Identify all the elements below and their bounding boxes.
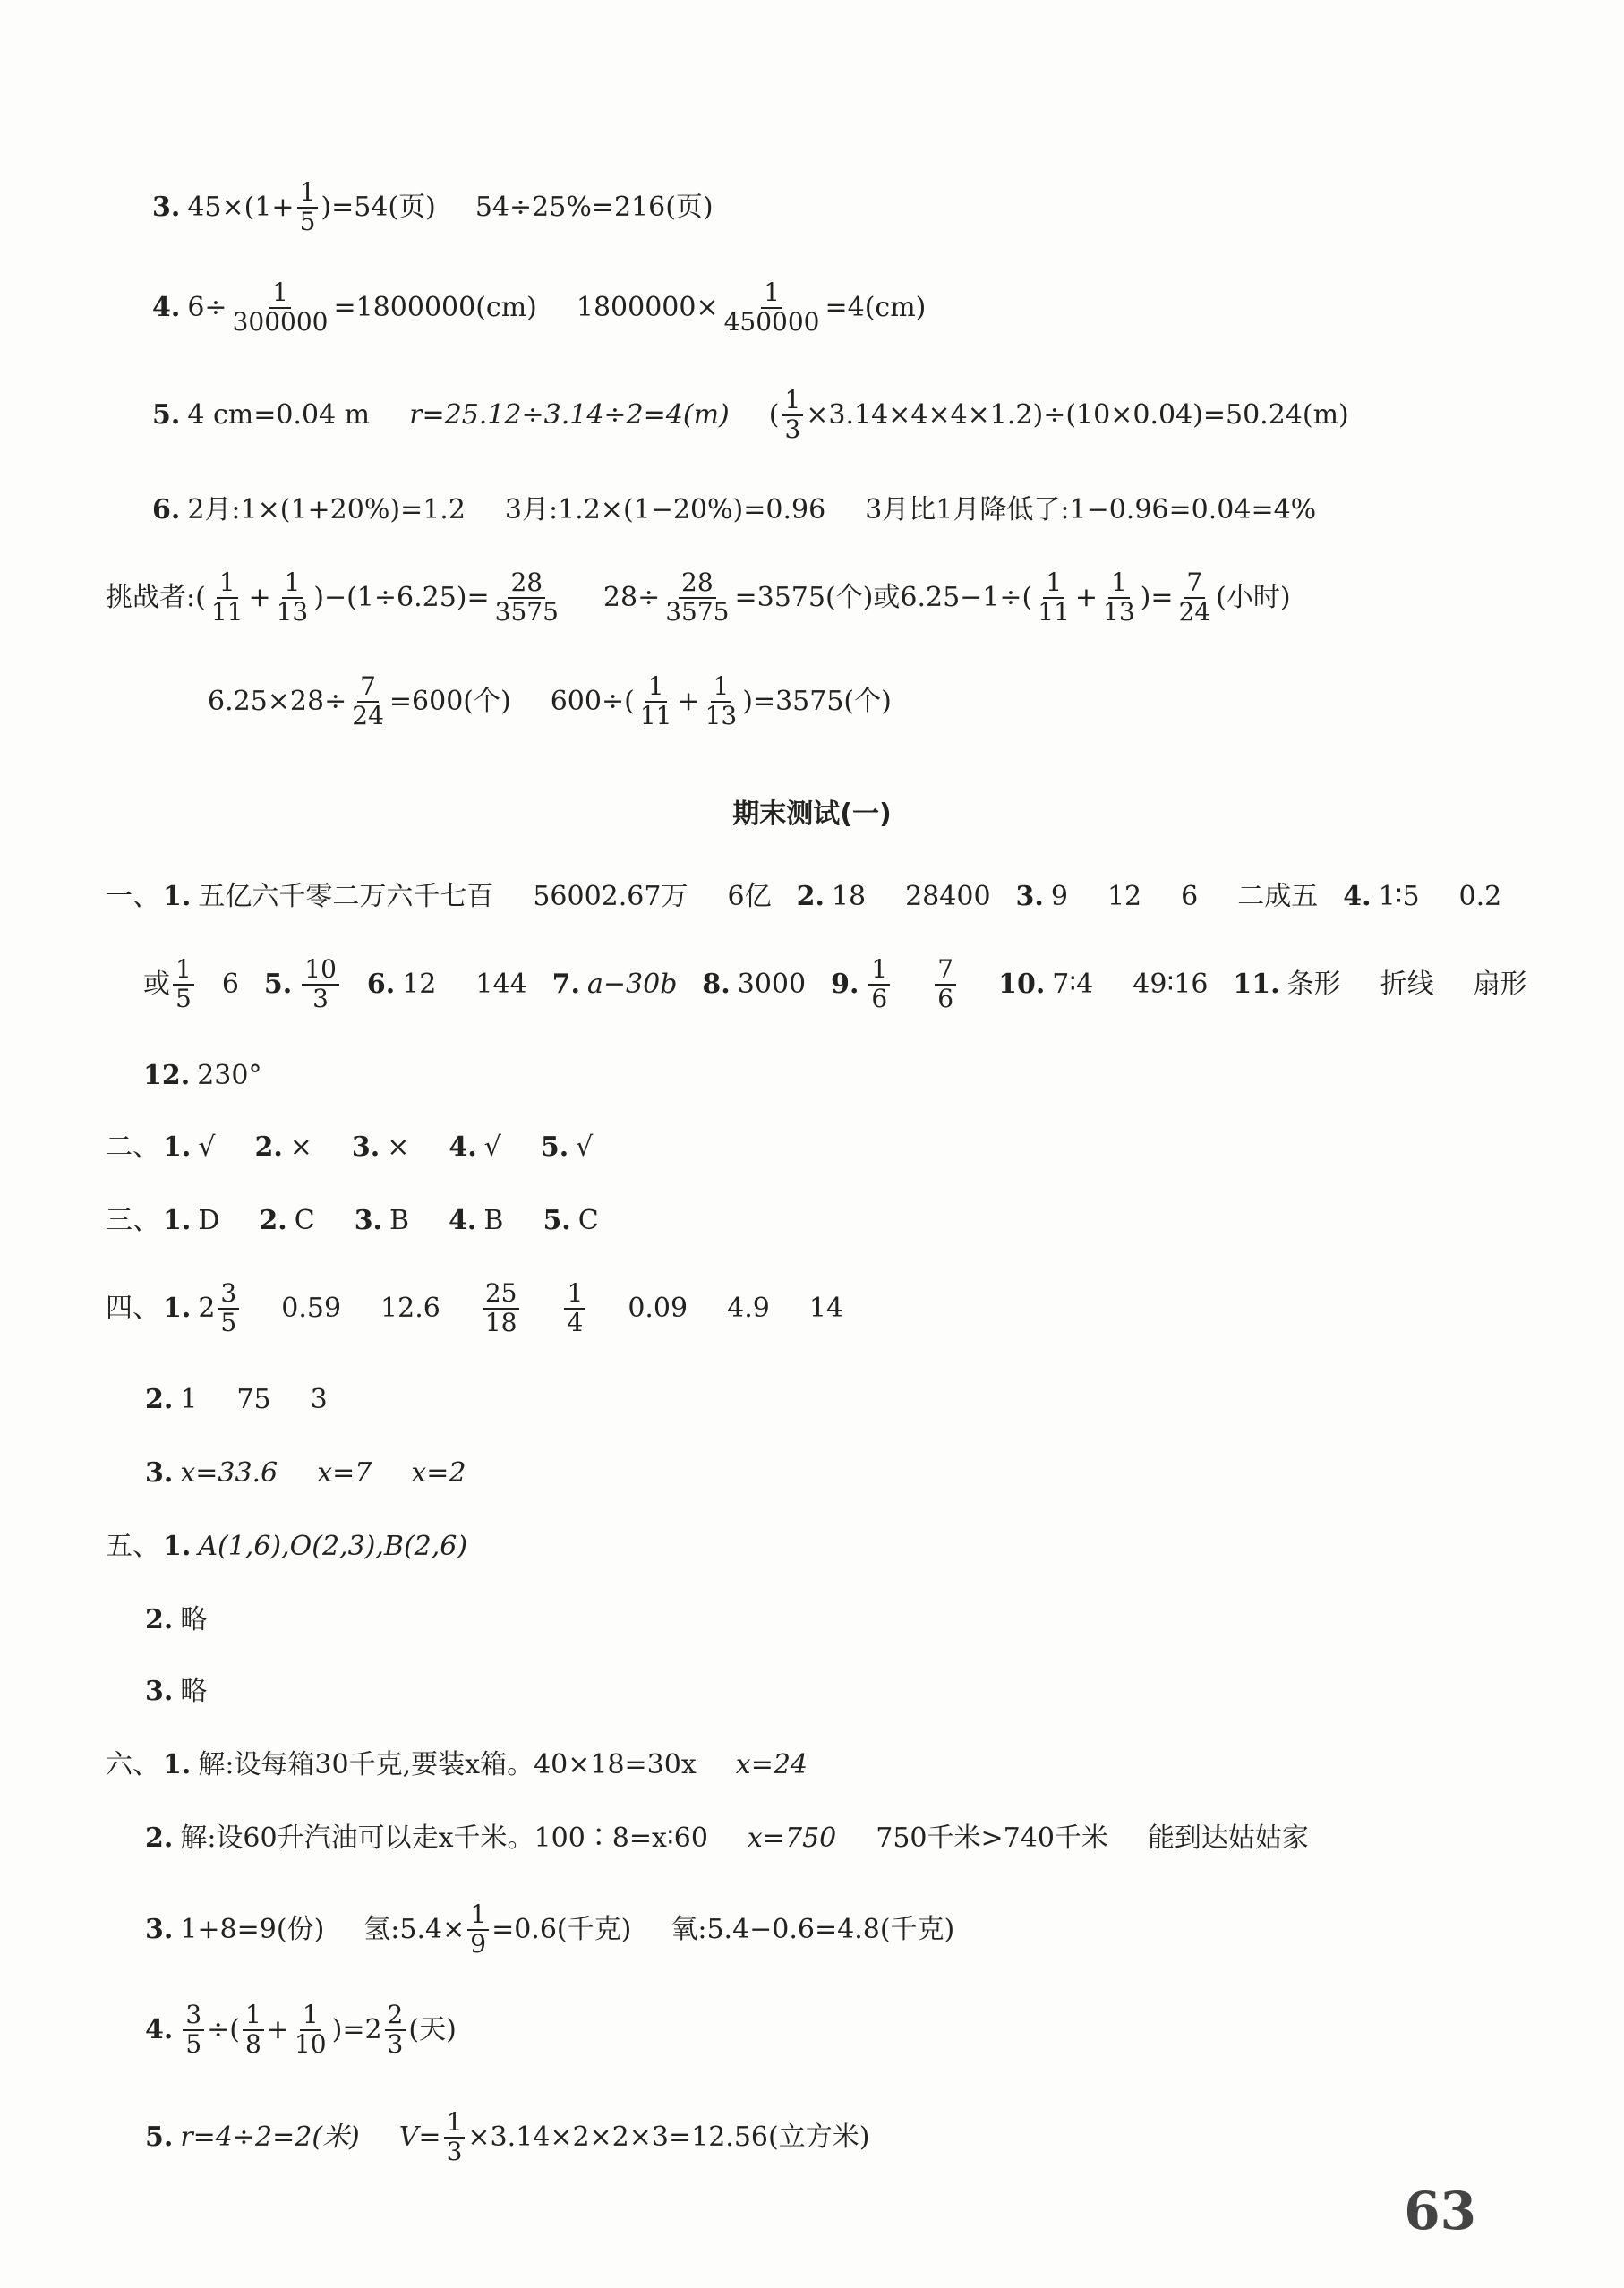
answer-item-value: √ [198,1131,216,1163]
fraction: $\frac{2}{3}$ [385,2002,406,2059]
answer-item-number: 4. [449,1131,477,1163]
answer-item-number: 1. [163,1131,192,1163]
part6-row1: 六、 1. 解:设每箱30千克,要装x箱。40×18=30x x=24 [106,1749,808,1780]
answer-item-number: 5. [543,1205,571,1236]
fraction: $\frac{1}{6}$ [868,956,890,1013]
fraction: $\frac{1}{3}$ [444,2109,466,2166]
fraction: $\frac{1}{5}$ [297,179,319,236]
fraction: $\frac{1}{5}$ [173,956,194,1013]
fraction: $\frac{1}{300000}$ [232,277,329,337]
part6-row3: 3. 1+8=9(份) 氢:5.4× $\frac{1}{9}$ =0.6(千克) 氧:5.4−0.6=4.8(千克) [145,1900,955,1959]
fraction: $\frac{3}{5}$ [183,2002,204,2059]
answer-item-value: × [387,1131,410,1163]
part5-row1: 五、 1. A(1,6),O(2,3),B(2,6) [106,1531,468,1562]
section-title: 期末测试(一) [732,798,892,830]
answer-item-value: C [294,1205,315,1236]
answer-item-value: × [289,1131,312,1163]
fraction: $\frac{1}{13}$ [1103,568,1135,627]
fraction: $\frac{28}{3575}$ [494,568,559,627]
answer-item-number: 1. [163,1205,192,1236]
fraction: $\frac{7}{6}$ [935,956,956,1013]
fraction: $\frac{25}{18}$ [483,1280,520,1337]
fraction: $\frac{10}{3}$ [302,956,339,1013]
part5-row2: 2. 略 [145,1604,208,1635]
part6-row4: 4. $\frac{3}{5}$ ÷( $\frac{1}{8}$ + $\frac{1}{10}$ )=2 $\frac{2}{3}$ (天) [145,2000,457,2059]
fraction: $\frac{1}{8}$ [243,2002,264,2059]
part1-row2: 或 $\frac{1}{5}$ 6 5. $\frac{10}{3}$ 6. 12 144 7. a−30b 8. 3000 9. $\frac{1}{6}$ $\frac{7}{6}$ 10. 7∶4 49∶16 11. 条形 折线 扇形 [143,954,1527,1013]
part4-row3: 3. x=33.6 x=7 x=2 [145,1457,466,1489]
part3-row: 三、 1. D 2. C 3. B 4. B 5. C [106,1205,599,1236]
challenge-line-2: 6.25×28÷ $\frac{7}{24}$ =600(个) 600÷( $\frac{1}{11}$ + $\frac{1}{13}$ )=3575(个) [208,671,892,730]
part1-row3: 12. 230° [143,1060,262,1091]
part5-row3: 3. 略 [145,1676,208,1707]
answer-line-4: 4. 6÷ $\frac{1}{300000}$ =1800000(cm) 1800000× $\frac{1}{450000}$ =4(cm) [152,277,927,337]
part6-row5: 5. r=4÷2=2(米) V= $\frac{1}{3}$ ×3.14×2×2×3=12.56(立方米) [145,2107,870,2166]
fraction: $\frac{1}{4}$ [564,1280,585,1337]
fraction: $\frac{1}{9}$ [467,1901,489,1959]
answer-item-number: 4. [449,1205,477,1236]
answer-line-3: 3. 45×(1+ $\frac{1}{5}$ )=54(页) 54÷25%=216(页) [152,177,714,236]
answer-item-number: 5. [540,1131,569,1163]
answer-item-number: 2. [259,1205,287,1236]
answer-item-value: C [577,1205,599,1236]
fraction: $\frac{7}{24}$ [352,671,384,730]
part2-row: 二、 1. √ 2. × 3. × 4. √ 5. √ [106,1131,594,1163]
answer-item-value: B [389,1205,410,1236]
mixed-number: 2 $\frac{3}{5}$ [198,1280,242,1337]
answer-item-value: √ [483,1131,501,1163]
fraction: $\frac{1}{11}$ [1038,568,1070,627]
challenge-line: 挑战者:( $\frac{1}{11}$ + $\frac{1}{13}$ )−(1÷6.25)= $\frac{28}{3575}$ 28÷ $\frac{28}{3575}$ =3575(个)或6.25−1÷( $\frac{1}{11}$ + $\frac{1}{13}$ )= $\frac{7}{24}$ (小时) [106,568,1291,627]
fraction: $\frac{1}{11}$ [639,671,672,730]
fraction: $\frac{1}{13}$ [276,568,309,627]
answer-line-6: 6. 2月:1×(1+20%)=1.2 3月:1.2×(1−20%)=0.96 3月比1月降低了:1−0.96=0.04=4% [152,494,1317,525]
answer-item-value: D [198,1205,220,1236]
answer-item-number: 3. [354,1205,383,1236]
fraction: $\frac{1}{3}$ [782,387,803,444]
fraction: $\frac{1}{11}$ [210,568,244,627]
answer-line-5: 5. 4 cm=0.04 m r=25.12÷3.14÷2=4(m) ( $\frac{1}{3}$ ×3.14×4×4×1.2)÷(10×0.04)=50.24(m) [152,385,1349,444]
answer-item-value: √ [576,1131,594,1163]
answer-item-value: B [483,1205,504,1236]
part6-row2: 2. 解:设60升汽油可以走x千米。100∶8=x∶60 x=750 750千米>740千米 能到达姑姑家 [145,1823,1309,1854]
part4-row2: 2. 1 75 3 [145,1384,328,1415]
fraction: $\frac{1}{10}$ [294,2000,327,2059]
fraction: $\frac{1}{450000}$ [723,277,820,337]
answer-item-number: 3. [351,1131,380,1163]
fraction: $\frac{7}{24}$ [1178,568,1211,627]
answer-item-number: 2. [254,1131,283,1163]
fraction: $\frac{28}{3575}$ [665,568,730,627]
part1-row1: 一、 1. 五亿六千零二万六千七百 56002.67万 6亿 2. 18 28400 3. 9 12 6 二成五 4. 1∶5 0.2 [106,881,1502,912]
page-number: 63 [1404,2181,1476,2241]
fraction: $\frac{1}{13}$ [705,671,738,730]
part4-row1: 四、 1. 2 $\frac{3}{5}$ 0.59 12.6 $\frac{25}{18}$ $\frac{1}{4}$ 0.09 4.9 14 [106,1278,844,1337]
